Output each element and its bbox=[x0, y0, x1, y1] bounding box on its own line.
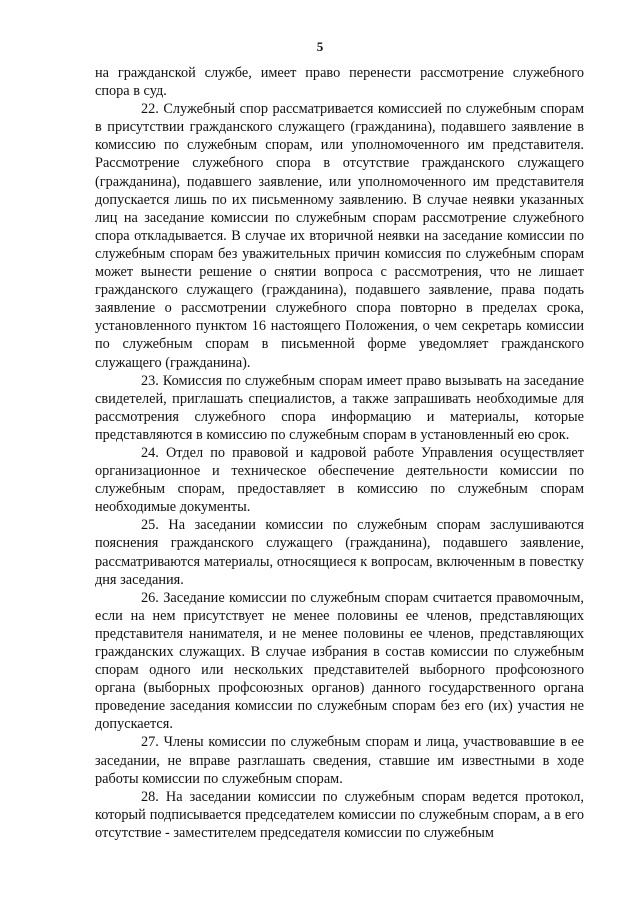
paragraph-22: 22. Служебный спор рассматривается комиссией по служебным спорам в присутствии гражданского служащего (гражданина), подавшего заявление в комиссию по служебным спорам, или уполномоченного им представителя. Рассмотрение служебного спора в отсутствие гражданского служащего (гражданина), подавшего заявление, или уполномоченного им представителя допускается лишь по их письменному заявлению. В случае неявки указанных лиц на заседание комиссии по служебным спорам рассмотрение служебного спора откладывается. В случае их вторичной неявки на заседание комиссии по служебным спорам без уважительных причин комиссия по служебным спорам может вынести решение о снятии вопроса с рассмотрения, что не лишает гражданского служащего (гражданина), подавшего заявление, права подать заявление о рассмотрении служебного спора повторно в пределах срока, установленного пунктом 16 настоящего Положения, о чем секретарь комиссии по служебным спорам в письменной форме уведомляет гражданского служащего (гражданина). bbox=[95, 101, 584, 371]
paragraph-24: 24. Отдел по правовой и кадровой работе Управления осуществляет организационное и техническое обеспечение деятельности комиссии по служебным спорам, предоставляет в комиссию по служебным спорам необходимые документы. bbox=[95, 444, 584, 516]
paragraph-26: 26. Заседание комиссии по служебным спорам считается правомочным, если на нем присутствует не менее половины ее членов, представляющих представителя нанимателя, и не менее половины ее членов, представляющих гражданских служащих. В случае избрания в состав комиссии по служебным спорам одного или нескольких представителей выборного профсоюзного органа (выборных профсоюзных органов) данного государственного органа проведение заседания комиссии по служебным спорам без его (их) участия не допускается. bbox=[95, 589, 584, 733]
paragraph-23: 23. Комиссия по служебным спорам имеет право вызывать на заседание свидетелей, приглашать специалистов, а также запрашивать необходимые для рассмотрения служебного спора информацию и материалы, которые представляются в комиссию по служебным спорам в установленный ею срок. bbox=[95, 372, 584, 443]
page-number: 5 bbox=[316, 39, 324, 54]
paragraph-continuation: на гражданской службе, имеет право перенести рассмотрение служебного спора в суд. bbox=[95, 65, 584, 100]
document-body bbox=[95, 64, 584, 842]
paragraph-25: 25. На заседании комиссии по служебным спорам заслушиваются пояснения гражданского служащего (гражданина), подавшего заявление, рассматриваются материалы, относящиеся к вопросам, включенным в повестку дня заседания. bbox=[95, 517, 584, 588]
paragraph-27: 27. Члены комиссии по служебным спорам и лица, участвовавшие в ее заседании, не вправе разглашать сведения, ставшие им известными в ходе работы комиссии по служебным спорам. bbox=[95, 734, 584, 787]
paragraph-28: 28. На заседании комиссии по служебным спорам ведется протокол, который подписывается председателем комиссии по служебным спорам, а в его отсутствие - заместителем председателя комиссии по служебным bbox=[95, 788, 584, 841]
